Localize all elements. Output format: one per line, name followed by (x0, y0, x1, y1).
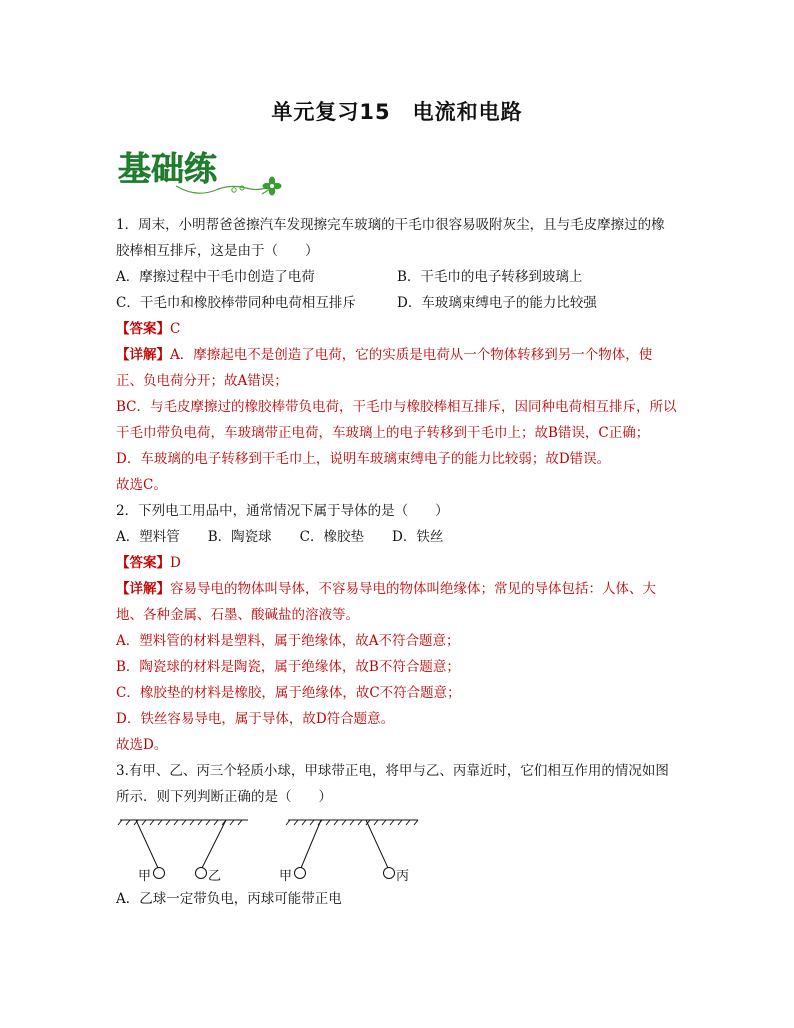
ball-jia-right (295, 868, 306, 879)
q2-option-b: B．陶瓷球 (207, 529, 272, 545)
q2-answer-tag: 【答案】 (116, 555, 170, 571)
q1-answer-tag: 【答案】 (116, 321, 170, 337)
q2-option-d: D．铁丝 (392, 529, 444, 545)
q1-option-c: C．干毛巾和橡胶棒带同种电荷相互排斥 (116, 295, 356, 311)
q3-stem-line1: 3.有甲、乙、丙三个轻质小球，甲球带正电，将甲与乙、丙靠近时，它们相互作用的情况如图 (116, 763, 669, 779)
q3-stem-line2: 所示．则下列判断正确的是（ ） (116, 789, 332, 805)
q1-option-b: B．干毛巾的电子转移到玻璃上 (397, 269, 583, 285)
label-jia-left: 甲 (138, 869, 152, 884)
q1-detail-tag: 【详解】 (116, 347, 170, 363)
label-yi: 乙 (208, 869, 222, 884)
q2-detail-line6: D．铁丝容易导电，属于导体，故D符合题意。 (116, 711, 395, 727)
q2-options (116, 524, 682, 550)
q3-option-a: A．乙球一定带负电，丙球可能带正电 (116, 891, 342, 907)
q1-detail-line2: 正、负电荷分开；故A错误； (116, 373, 288, 389)
label-bing: 丙 (396, 869, 410, 884)
q2-option-c: C．橡胶垫 (299, 529, 365, 545)
q1-detail-line3: BC．与毛皮摩擦过的橡胶棒带负电荷，干毛巾与橡胶棒相互排斥，因同种电荷相互排斥，所以 (116, 399, 677, 415)
q1-detail-text1: A．摩擦起电不是创造了电荷，它的实质是电荷从一个物体转移到另一个物体，使 (170, 347, 653, 363)
q1-option-d: D．车玻璃束缚电子的能力比较强 (397, 295, 597, 311)
q2-conclusion: 故选D。 (116, 737, 168, 753)
q3-figure (116, 816, 682, 886)
q1-detail-line5: D．车玻璃的电子转移到干毛巾上，说明车玻璃束缚电子的能力比较弱；故D错误。 (116, 451, 611, 467)
q1-option-a: A．摩擦过程中干毛巾创造了电荷 (116, 269, 315, 285)
clover-decoration-icon (116, 146, 286, 202)
q2-detail-line3: A．塑料管的材料是塑料，属于绝缘体，故A不符合题意； (116, 633, 460, 649)
q1-conclusion: 故选C。 (116, 477, 167, 493)
q1-answer-value: C (170, 321, 181, 337)
section-banner (116, 146, 286, 202)
q1-detail-line1 (116, 342, 682, 368)
hanging-balls-diagram (116, 816, 436, 886)
q1-stem-line2: 胶棒相互排斥，这是由于（ ） (116, 243, 319, 259)
q1-answer (116, 316, 682, 342)
q1-detail-line4: 干毛巾带负电荷，车玻璃带正电荷，车玻璃上的电子转移到干毛巾上；故B错误，C正确； (116, 425, 650, 441)
label-jia-right: 甲 (279, 869, 293, 884)
q2-answer (116, 550, 682, 576)
ball-jia-left (154, 868, 165, 879)
q2-detail-line4: B．陶瓷球的材料是陶瓷，属于绝缘体，故B不符合题意； (116, 659, 460, 675)
q1-options-row1 (116, 264, 682, 290)
q2-detail-line2: 地、各种金属、石墨、酸碱盐的溶液等。 (116, 607, 359, 623)
q1-options-row2 (116, 290, 682, 316)
banner-text: 基础练 (118, 149, 217, 188)
page-title: 单元复习15 电流和电路 (271, 100, 523, 124)
q2-stem: 2．下列电工用品中，通常情况下属于导体的是（ ） (116, 503, 449, 519)
ball-bing (384, 868, 395, 879)
q2-detail-tag: 【详解】 (116, 581, 170, 597)
q2-detail-line1 (116, 576, 682, 602)
q2-answer-value: D (170, 555, 181, 571)
q2-detail-line5: C．橡胶垫的材料是橡胶，属于绝缘体，故C不符合题意； (116, 685, 461, 701)
q2-option-a: A．塑料管 (116, 529, 180, 545)
question-content (116, 212, 682, 912)
q2-detail-text1: 容易导电的物体叫导体，不容易导电的物体叫绝缘体；常见的导体包括：人体、大 (170, 581, 656, 597)
ball-yi (196, 868, 207, 879)
q1-stem-line1: 1．周末，小明帮爸爸擦汽车发现擦完车玻璃的干毛巾很容易吸附灰尘，且与毛皮摩擦过的橡 (116, 217, 665, 233)
